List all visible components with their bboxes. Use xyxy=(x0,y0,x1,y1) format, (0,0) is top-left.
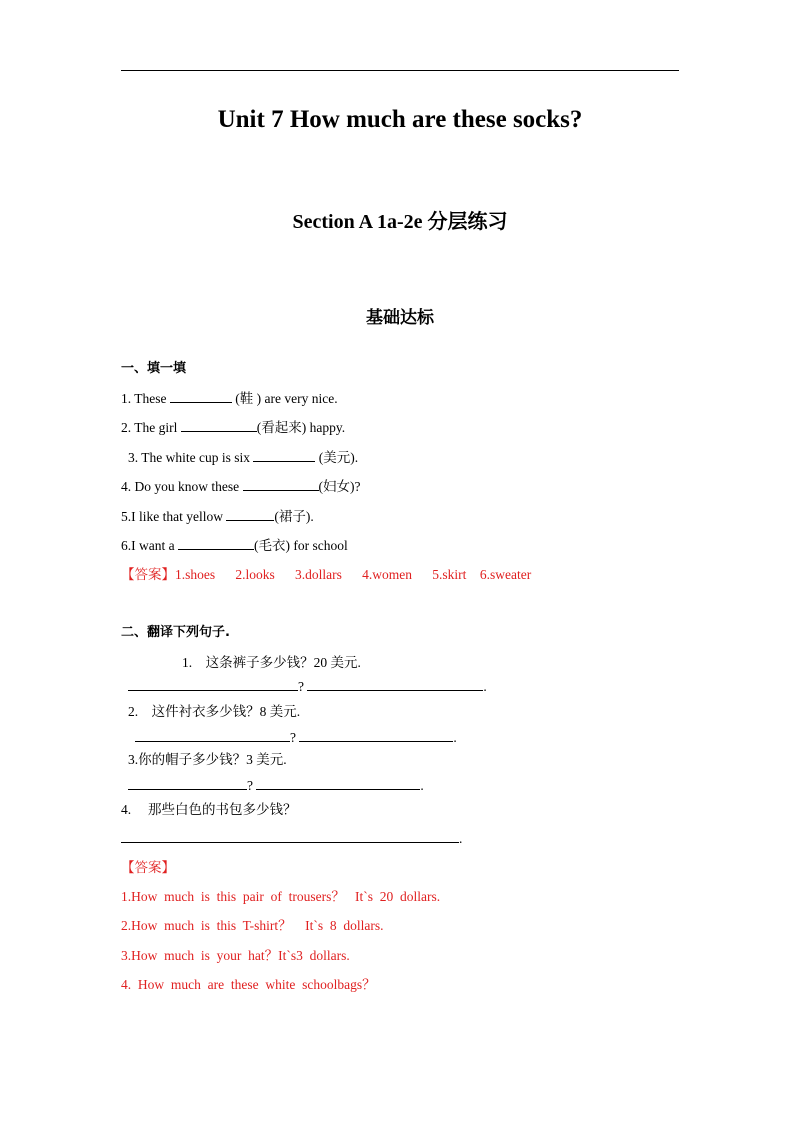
fill-item-2-suffix: (看起来) happy. xyxy=(256,420,346,435)
fill-item-3-suffix: (美元). xyxy=(315,450,359,465)
fill-item-2 xyxy=(121,417,345,438)
fill-blank-1[interactable] xyxy=(170,388,232,403)
translate-answer-line-2 xyxy=(135,727,457,748)
part2-answer-1: 1.How much is this pair of trousers？ It`s 20 dollars. xyxy=(121,889,441,904)
fill-item-1-prefix: 1. These xyxy=(121,391,170,406)
translate-end-1: . xyxy=(483,679,487,694)
fill-item-2-prefix: 2. The girl xyxy=(121,420,181,435)
part1-answer: 【答案】1.shoes 2.looks 3.dollars 4.women 5.skirt 6.sweater xyxy=(121,567,532,582)
fill-item-4 xyxy=(121,476,360,497)
section-subtitle: Section A 1a-2e 分层练习 xyxy=(292,211,508,233)
fill-item-5 xyxy=(121,506,314,527)
fill-item-6-prefix: 6.I want a xyxy=(121,538,178,553)
translate-prompt-3: 3.你的帽子多少钱？3 美元. xyxy=(128,752,287,767)
level-heading: 基础达标 xyxy=(366,308,434,328)
translate-end-2: . xyxy=(453,730,457,745)
translate-blank-2b[interactable] xyxy=(299,727,453,742)
translate-blank-3b[interactable] xyxy=(256,775,420,790)
part2-answer-4: 4. How much are these white schoolbags？ xyxy=(121,977,376,992)
translate-answer-line-4 xyxy=(121,828,462,849)
translate-blank-1b[interactable] xyxy=(307,676,483,691)
fill-item-4-prefix: 4. Do you know these xyxy=(121,479,243,494)
fill-item-3-prefix: 3. The white cup is six xyxy=(128,450,254,465)
translate-q-mark-3: ? xyxy=(247,778,253,793)
fill-blank-3[interactable] xyxy=(253,447,315,462)
translate-blank-2a[interactable] xyxy=(135,727,290,742)
fill-item-1 xyxy=(121,388,338,409)
fill-blank-2[interactable] xyxy=(181,417,257,432)
translate-q-mark-2: ? xyxy=(290,730,296,745)
translate-answer-line-1 xyxy=(128,676,487,697)
part2-answer-2: 2.How much is this T-shirt？ It`s 8 dollars. xyxy=(121,918,384,933)
fill-item-4-suffix: (妇女)? xyxy=(318,479,361,494)
fill-blank-5[interactable] xyxy=(226,506,274,521)
header-rule xyxy=(121,70,679,71)
translate-prompt-4: 4. 那些白色的书包多少钱？ xyxy=(121,802,297,817)
part2-answer-label: 【答案】 xyxy=(121,860,175,875)
translate-prompt-2: 2. 这件衬衣多少钱？8 美元. xyxy=(128,704,301,719)
part1-heading: 一、填一填 xyxy=(121,361,187,376)
page-title: Unit 7 How much are these socks? xyxy=(217,106,583,133)
translate-blank-3a[interactable] xyxy=(128,775,247,790)
translate-blank-4[interactable] xyxy=(121,828,459,843)
fill-item-3 xyxy=(128,447,358,468)
fill-blank-6[interactable] xyxy=(178,535,254,550)
fill-item-6-suffix: (毛衣) for school xyxy=(253,538,348,553)
translate-end-3: . xyxy=(420,778,424,793)
translate-answer-line-3 xyxy=(128,775,424,796)
fill-blank-4[interactable] xyxy=(243,476,319,491)
fill-item-5-suffix: (裙子). xyxy=(274,509,314,524)
fill-item-5-prefix: 5.I like that yellow xyxy=(121,509,227,524)
fill-item-6 xyxy=(121,535,348,556)
part2-heading: 二、翻译下列句子. xyxy=(121,625,230,640)
translate-end-4: . xyxy=(459,831,463,846)
fill-item-1-suffix: (鞋 ) are very nice. xyxy=(231,391,338,406)
part2-answer-3: 3.How much is your hat？It`s3 dollars. xyxy=(121,948,350,963)
translate-q-mark-1: ? xyxy=(298,679,304,694)
translate-prompt-1: 1. 这条裤子多少钱？20 美元. xyxy=(182,655,361,670)
translate-blank-1a[interactable] xyxy=(128,676,298,691)
